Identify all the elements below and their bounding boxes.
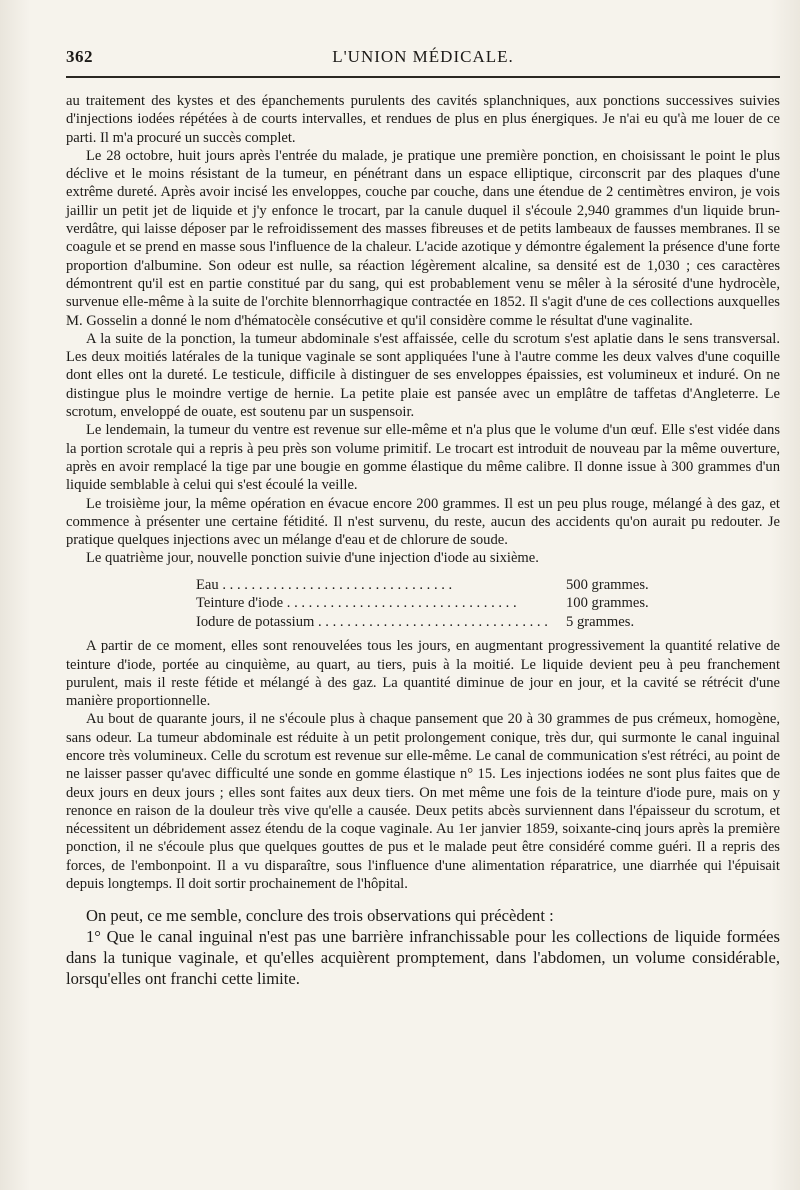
conclusion-point: 1° Que le canal inguinal n'est pas une barrière infranchissable pour les collections de liquide formées dans la tunique vaginale, et qu'elles acquièrent promptement, dans l'abdomen, un volume considérable, lorsqu'elles ont franchi cette limite. — [66, 927, 780, 989]
formula-row — [196, 576, 676, 595]
formula-quantity: 100 grammes. — [566, 595, 649, 612]
formula-ingredient: Eau . . . — [196, 576, 560, 595]
conclusion-intro: On peut, ce me semble, conclure des trois observations qui précèdent : — [86, 906, 554, 926]
paragraph: Le lendemain, la tumeur du ventre est revenue sur elle-même et n'a plus que le volume d'un œuf. Elle s'est vidée dans la portion scrotale qui a repris à peu près son volume primitif. Le trocart est introduit de nouveau par la même ouverture, après en avoir remplacé la tige par une bougie en gomme élastique du même calibre. Il donne issue à 300 grammes d'un liquide semblable à celui qui s'est écoulé la veille. — [66, 422, 780, 494]
spacer — [66, 893, 780, 905]
paragraph: Le 28 octobre, huit jours après l'entrée du malade, je pratique une première ponction, en choisissant le point le plus déclive et le moins résistant de la tumeur, en pénétrant dans un espace elliptique, circonscrit par des plaques d'une extrême dureté. Après avoir incisé les enveloppes, couche par couche, dans une étendue de 2 centimètres environ, je vois jaillir un petit jet de liquide et j'y enfonce le trocart, par la canule duquel il s'écoule 2,940 grammes d'un liquide brun-verdâtre, qui laisse déposer par le refroidissement des masses fibreuses et de petits lambeaux de fausses membranes. Il se coagule et se prend en masse sous l'influence de la chaleur. L'acide azotique y démontre également la présence d'une forte proportion d'albumine. Son odeur est nulle, sa réaction légèrement alcaline, sa densité est de 1,030 ; ces caractères démontrent qu'il est en partie constitué par du sang, qui est probablement venu se mêler à la sérosité d'une hydrocèle, survenue elle-même à la suite de l'orchite blennorrhagique contractée en 1852. Il s'agit d'une de ces collections auxquelles M. Gosselin a donné le nom d'hématocèle consécutive et qu'il considère comme le résultat d'une vaginalite. — [66, 147, 780, 329]
formula-row — [196, 594, 676, 613]
page-header — [66, 47, 780, 73]
header-rule — [66, 76, 780, 78]
body-text — [66, 92, 780, 989]
formula-table — [196, 576, 676, 632]
formula-row — [196, 613, 676, 632]
paragraph: Le troisième jour, la même opération en évacue encore 200 grammes. Il est un peu plus rouge, mélangé à des gaz, et commence à présenter une certaine fétidité. Il n'est survenu, du reste, aucun des accidents qu'on aurait pu redouter. Je pratique quelques injections avec un mélange d'eau et de chlorure de soude. — [66, 495, 780, 549]
page-number: 362 — [66, 47, 93, 66]
running-title: L'UNION MÉDICALE. — [332, 47, 514, 66]
paragraph: A partir de ce moment, elles sont renouvelées tous les jours, en augmentant progressivement la quantité relative de teinture d'iode, portée au cinquième, au quart, au tiers, puis à la moitié. Le liquide devient peu à peu franchement purulent, mais il reste fétide et mélangé à des gaz. La quantité diminue de jour en jour, et la cavité se rétrécit d'une manière proportionnelle. — [66, 638, 780, 710]
paragraph: Au bout de quarante jours, il ne s'écoule plus à chaque pansement que 20 à 30 grammes de pus crémeux, homogène, sans odeur. La tumeur abdominale est réduite à un petit prolongement conique, très dur, qui surmonte le canal inguinal encore très volumineux. Celle du scrotum est revenue sur elle-même. Le canal de communication s'est rétréci, au point de ne laisser passer qu'avec difficulté une sonde en gomme élastique n° 15. Les injections iodées ne sont plus faites que de deux jours en deux jours ; elles sont faites aux deux tiers. On met même une fois de la teinture d'iode pure, mais on y renonce en raison de la douleur très vive qu'elle a causée. Deux petits abcès surviennent dans l'épaisseur du scrotum, et nécessitent un débridement assez étendu de la coque vaginale. Au 1er janvier 1859, soixante-cinq jours après la première ponction, il ne s'écoule plus que quelques gouttes de pus et le malade peut être considéré comme guéri. Il a repris des forces, de l'embonpoint. Il a vu disparaître, sous l'influence d'une alimentation réparatrice, une diarrhée qui l'épuisait depuis longtemps. Il doit sortir prochainement de l'hôpital. — [66, 711, 780, 893]
formula-ingredient: Teinture d'iode . . . — [196, 594, 560, 613]
paragraph: Le quatrième jour, nouvelle ponction suivie d'une injection d'iode au sixième. — [86, 550, 539, 567]
paragraph: au traitement des kystes et des épanchements purulents des cavités splanchniques, aux ponctions successives suivies d'injections iodées répétées à de courts intervalles, et rendues de plus en plus énergiques. Je n'ai eu qu'à me louer de ce parti. Il m'a procuré un succès complet. — [66, 93, 780, 146]
paragraph: A la suite de la ponction, la tumeur abdominale s'est affaissée, celle du scrotum s'est aplatie dans le sens transversal. Les deux moitiés latérales de la tunique vaginale se sont appliquées l'une à l'autre comme les deux valves d'une coquille dont elles ont la dureté. Le testicule, difficile à distinguer de ses enveloppes épaissies, est volumineux et induré. On ne distingue plus le moindre vertige de hernie. La petite plaie est pansée avec un emplâtre de taffetas d'Angleterre. Le scrotum, enveloppé de ouate, est soutenu par un suspensoir. — [66, 330, 780, 421]
formula-quantity: 5 grammes. — [566, 613, 635, 630]
formula-quantity: 500 grammes. — [566, 576, 649, 593]
formula-ingredient: Iodure de potassium . . . — [196, 613, 560, 632]
